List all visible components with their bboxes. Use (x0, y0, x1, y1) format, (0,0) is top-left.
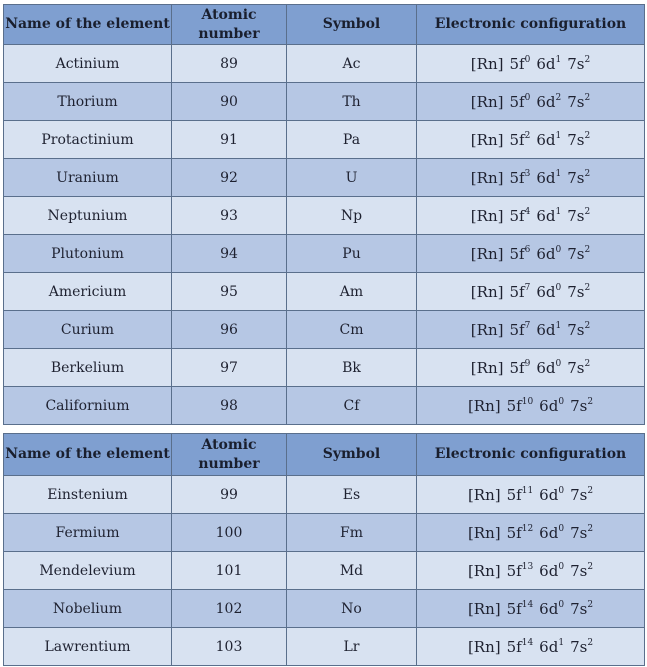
config-orbital: 6d (536, 168, 556, 187)
config-orbital: [Rn] (467, 523, 501, 542)
config-orbital: 6d (536, 282, 556, 301)
config-orbital: 6d (539, 396, 559, 415)
config-part-core (471, 169, 504, 187)
config-orbital: [Rn] (470, 282, 504, 301)
config-orbital: 7s (567, 168, 585, 187)
electron-config-cell (417, 590, 645, 628)
header-config: Electronic configuration (417, 434, 645, 476)
element-name-cell: Neptunium (4, 197, 172, 235)
table-row (4, 514, 645, 552)
config-electron-count: 2 (584, 206, 591, 217)
config-electron-count: 2 (587, 485, 594, 496)
config-electron-count: 2 (584, 282, 591, 293)
table-1-body (4, 45, 645, 425)
electron-config-cell (417, 273, 645, 311)
element-name-cell: Plutonium (4, 235, 172, 273)
config-orbital: 7s (570, 637, 588, 656)
config-part-f_orb (507, 397, 534, 415)
config-electron-count: 2 (584, 168, 591, 179)
config-electron-count: 2 (524, 130, 531, 141)
config-electron-count: 7 (524, 320, 531, 331)
config-part-core (471, 207, 504, 225)
symbol-cell: Th (287, 83, 417, 121)
config-orbital: 6d (536, 320, 556, 339)
config-orbital: 5f (509, 168, 525, 187)
header-config: Electronic configuration (417, 5, 645, 45)
config-electron-count: 2 (584, 358, 591, 369)
atomic-number-cell: 102 (172, 590, 287, 628)
symbol-cell: Bk (287, 349, 417, 387)
element-name-cell: Lawrentium (4, 628, 172, 666)
config-electron-count: 2 (584, 130, 591, 141)
table-row (4, 273, 645, 311)
atomic-number-cell: 103 (172, 628, 287, 666)
header-name: Name of the element (4, 434, 172, 476)
table-row (4, 159, 645, 197)
config-part-d_orb (536, 55, 561, 73)
header-atomic-line2: number (198, 25, 260, 42)
config-part-f_orb (507, 486, 534, 504)
actinide-table-2 (3, 433, 645, 666)
element-name-cell: Mendelevium (4, 552, 172, 590)
config-orbital: 6d (536, 54, 556, 73)
element-name-cell: Actinium (4, 45, 172, 83)
config-part-f_orb (507, 524, 534, 542)
config-part-core (468, 397, 501, 415)
symbol-cell: Ac (287, 45, 417, 83)
table-row (4, 387, 645, 425)
atomic-number-cell: 94 (172, 235, 287, 273)
config-part-s_orb (570, 524, 593, 542)
config-electron-count: 1 (555, 130, 562, 141)
config-part-f_orb (509, 321, 530, 339)
config-part-core (468, 562, 501, 580)
config-orbital: 5f (506, 485, 522, 504)
table-row (4, 552, 645, 590)
config-electron-count: 2 (584, 320, 591, 331)
config-part-s_orb (570, 486, 593, 504)
electron-config-cell (417, 235, 645, 273)
config-part-s_orb (567, 245, 590, 263)
actinide-table-1 (3, 4, 645, 425)
config-electron-count: 2 (584, 54, 591, 65)
config-orbital: [Rn] (470, 168, 504, 187)
config-orbital: [Rn] (470, 206, 504, 225)
element-name-cell: Einstenium (4, 476, 172, 514)
config-part-d_orb (536, 131, 561, 149)
table-row (4, 628, 645, 666)
config-orbital: 5f (506, 599, 522, 618)
config-part-core (468, 638, 501, 656)
config-orbital: 5f (506, 561, 522, 580)
config-part-d_orb (536, 93, 561, 111)
config-electron-count: 2 (587, 599, 594, 610)
element-name-cell: Thorium (4, 83, 172, 121)
config-orbital: [Rn] (467, 485, 501, 504)
table-row (4, 311, 645, 349)
electron-config-cell (417, 387, 645, 425)
config-electron-count: 14 (521, 599, 534, 610)
config-part-s_orb (567, 169, 590, 187)
config-electron-count: 2 (587, 396, 594, 407)
element-name-cell: Californium (4, 387, 172, 425)
element-name-cell: Fermium (4, 514, 172, 552)
electron-config-cell (417, 349, 645, 387)
config-part-d_orb (536, 359, 561, 377)
config-part-core (471, 55, 504, 73)
atomic-number-cell: 91 (172, 121, 287, 159)
config-electron-count: 0 (558, 523, 565, 534)
element-name-cell: Curium (4, 311, 172, 349)
config-electron-count: 1 (555, 54, 562, 65)
config-part-f_orb (509, 93, 530, 111)
symbol-cell: Cm (287, 311, 417, 349)
config-orbital: 7s (570, 561, 588, 580)
header-atomic-number (172, 434, 287, 476)
symbol-cell: U (287, 159, 417, 197)
config-orbital: 5f (506, 523, 522, 542)
config-part-f_orb (509, 207, 530, 225)
atomic-number-cell: 99 (172, 476, 287, 514)
electron-config-cell (417, 514, 645, 552)
config-electron-count: 6 (524, 244, 531, 255)
config-part-f_orb (509, 169, 530, 187)
config-part-core (471, 359, 504, 377)
config-orbital: [Rn] (467, 599, 501, 618)
config-part-core (468, 486, 501, 504)
symbol-cell: Pa (287, 121, 417, 159)
atomic-number-cell: 101 (172, 552, 287, 590)
electron-config-cell (417, 311, 645, 349)
config-orbital: 6d (539, 637, 559, 656)
electron-config-cell (417, 197, 645, 235)
config-orbital: 5f (509, 206, 525, 225)
config-orbital: 7s (570, 485, 588, 504)
config-orbital: [Rn] (470, 130, 504, 149)
config-part-s_orb (567, 207, 590, 225)
config-electron-count: 0 (555, 358, 562, 369)
config-orbital: 5f (509, 282, 525, 301)
config-orbital: 6d (539, 599, 559, 618)
symbol-cell: Cf (287, 387, 417, 425)
config-part-f_orb (507, 638, 534, 656)
header-atomic-line1: Atomic (201, 436, 257, 453)
config-orbital: 6d (536, 358, 556, 377)
config-orbital: 6d (539, 485, 559, 504)
config-part-d_orb (539, 486, 564, 504)
config-part-core (471, 131, 504, 149)
config-electron-count: 2 (587, 523, 594, 534)
table-row (4, 45, 645, 83)
config-part-s_orb (570, 562, 593, 580)
table-row (4, 121, 645, 159)
config-orbital: 6d (539, 561, 559, 580)
config-orbital: 7s (567, 244, 585, 263)
table-header-row (4, 5, 645, 45)
config-part-f_orb (509, 359, 530, 377)
config-orbital: 7s (567, 92, 585, 111)
symbol-cell: Pu (287, 235, 417, 273)
config-part-f_orb (509, 283, 530, 301)
config-electron-count: 2 (555, 92, 562, 103)
table-row (4, 476, 645, 514)
atomic-number-cell: 98 (172, 387, 287, 425)
config-part-d_orb (539, 562, 564, 580)
symbol-cell: Es (287, 476, 417, 514)
config-electron-count: 1 (555, 206, 562, 217)
config-part-f_orb (509, 131, 530, 149)
config-electron-count: 11 (521, 485, 534, 496)
symbol-cell: Fm (287, 514, 417, 552)
config-part-f_orb (507, 562, 534, 580)
config-part-d_orb (539, 397, 564, 415)
config-part-core (468, 524, 501, 542)
config-part-f_orb (509, 245, 530, 263)
atomic-number-cell: 95 (172, 273, 287, 311)
config-orbital: 6d (536, 92, 556, 111)
config-electron-count: 2 (587, 561, 594, 572)
symbol-cell: No (287, 590, 417, 628)
atomic-number-cell: 89 (172, 45, 287, 83)
config-part-f_orb (509, 55, 530, 73)
config-orbital: 5f (509, 244, 525, 263)
config-orbital: 7s (567, 54, 585, 73)
config-part-s_orb (570, 600, 593, 618)
config-orbital: 7s (567, 358, 585, 377)
config-electron-count: 2 (584, 244, 591, 255)
config-part-s_orb (570, 397, 593, 415)
table-row (4, 590, 645, 628)
config-electron-count: 4 (524, 206, 531, 217)
config-part-s_orb (567, 321, 590, 339)
table-row (4, 197, 645, 235)
config-orbital: 5f (506, 396, 522, 415)
config-part-d_orb (539, 524, 564, 542)
config-electron-count: 3 (524, 168, 531, 179)
config-electron-count: 12 (521, 523, 534, 534)
config-electron-count: 1 (555, 168, 562, 179)
table-row (4, 349, 645, 387)
config-part-d_orb (536, 321, 561, 339)
config-part-core (468, 600, 501, 618)
table-header-row (4, 434, 645, 476)
config-electron-count: 1 (555, 320, 562, 331)
config-part-f_orb (507, 600, 534, 618)
element-name-cell: Berkelium (4, 349, 172, 387)
electron-config-cell (417, 628, 645, 666)
symbol-cell: Lr (287, 628, 417, 666)
header-atomic-number (172, 5, 287, 45)
config-electron-count: 0 (558, 485, 565, 496)
config-part-core (471, 93, 504, 111)
config-orbital: [Rn] (467, 396, 501, 415)
config-orbital: 5f (509, 54, 525, 73)
table-row (4, 83, 645, 121)
config-part-d_orb (536, 169, 561, 187)
config-orbital: 6d (536, 244, 556, 263)
config-orbital: 5f (509, 358, 525, 377)
header-atomic-line1: Atomic (201, 6, 257, 23)
config-electron-count: 0 (555, 282, 562, 293)
config-orbital: 7s (570, 396, 588, 415)
atomic-number-cell: 92 (172, 159, 287, 197)
config-electron-count: 2 (587, 637, 594, 648)
config-electron-count: 10 (521, 396, 534, 407)
electron-config-cell (417, 45, 645, 83)
config-part-core (471, 283, 504, 301)
atomic-number-cell: 97 (172, 349, 287, 387)
header-name: Name of the element (4, 5, 172, 45)
config-orbital: [Rn] (467, 637, 501, 656)
symbol-cell: Np (287, 197, 417, 235)
config-electron-count: 7 (524, 282, 531, 293)
config-orbital: [Rn] (467, 561, 501, 580)
config-orbital: 5f (509, 92, 525, 111)
config-part-s_orb (570, 638, 593, 656)
config-orbital: [Rn] (470, 54, 504, 73)
element-name-cell: Uranium (4, 159, 172, 197)
atomic-number-cell: 90 (172, 83, 287, 121)
config-orbital: 7s (567, 320, 585, 339)
table-row (4, 235, 645, 273)
config-electron-count: 0 (558, 599, 565, 610)
atomic-number-cell: 96 (172, 311, 287, 349)
header-atomic-line2: number (198, 455, 260, 472)
config-electron-count: 0 (558, 561, 565, 572)
config-part-s_orb (567, 359, 590, 377)
config-electron-count: 0 (524, 92, 531, 103)
header-symbol: Symbol (287, 434, 417, 476)
config-electron-count: 1 (558, 637, 565, 648)
config-part-s_orb (567, 131, 590, 149)
config-orbital: 5f (506, 637, 522, 656)
config-electron-count: 9 (524, 358, 531, 369)
config-orbital: 7s (567, 130, 585, 149)
atomic-number-cell: 100 (172, 514, 287, 552)
config-electron-count: 0 (558, 396, 565, 407)
config-orbital: [Rn] (470, 358, 504, 377)
config-part-s_orb (567, 55, 590, 73)
symbol-cell: Md (287, 552, 417, 590)
element-name-cell: Protactinium (4, 121, 172, 159)
config-orbital: 7s (567, 282, 585, 301)
config-orbital: 6d (539, 523, 559, 542)
table-2-body (4, 476, 645, 666)
electron-config-cell (417, 121, 645, 159)
electron-config-cell (417, 476, 645, 514)
config-orbital: 5f (509, 130, 525, 149)
config-part-d_orb (539, 638, 564, 656)
config-part-d_orb (536, 283, 561, 301)
config-orbital: 7s (570, 523, 588, 542)
config-orbital: 7s (570, 599, 588, 618)
config-electron-count: 0 (555, 244, 562, 255)
config-part-d_orb (536, 245, 561, 263)
config-electron-count: 14 (521, 637, 534, 648)
config-electron-count: 0 (524, 54, 531, 65)
config-part-d_orb (536, 207, 561, 225)
config-orbital: 5f (509, 320, 525, 339)
config-electron-count: 2 (584, 92, 591, 103)
electron-config-cell (417, 552, 645, 590)
electron-config-cell (417, 159, 645, 197)
element-name-cell: Nobelium (4, 590, 172, 628)
config-part-core (471, 321, 504, 339)
config-orbital: [Rn] (470, 244, 504, 263)
config-part-s_orb (567, 283, 590, 301)
header-symbol: Symbol (287, 5, 417, 45)
config-orbital: [Rn] (470, 320, 504, 339)
config-orbital: 6d (536, 206, 556, 225)
config-orbital: 7s (567, 206, 585, 225)
config-electron-count: 13 (521, 561, 534, 572)
config-part-s_orb (567, 93, 590, 111)
config-orbital: 6d (536, 130, 556, 149)
electron-config-cell (417, 83, 645, 121)
config-orbital: [Rn] (470, 92, 504, 111)
atomic-number-cell: 93 (172, 197, 287, 235)
config-part-d_orb (539, 600, 564, 618)
element-name-cell: Americium (4, 273, 172, 311)
symbol-cell: Am (287, 273, 417, 311)
config-part-core (471, 245, 504, 263)
